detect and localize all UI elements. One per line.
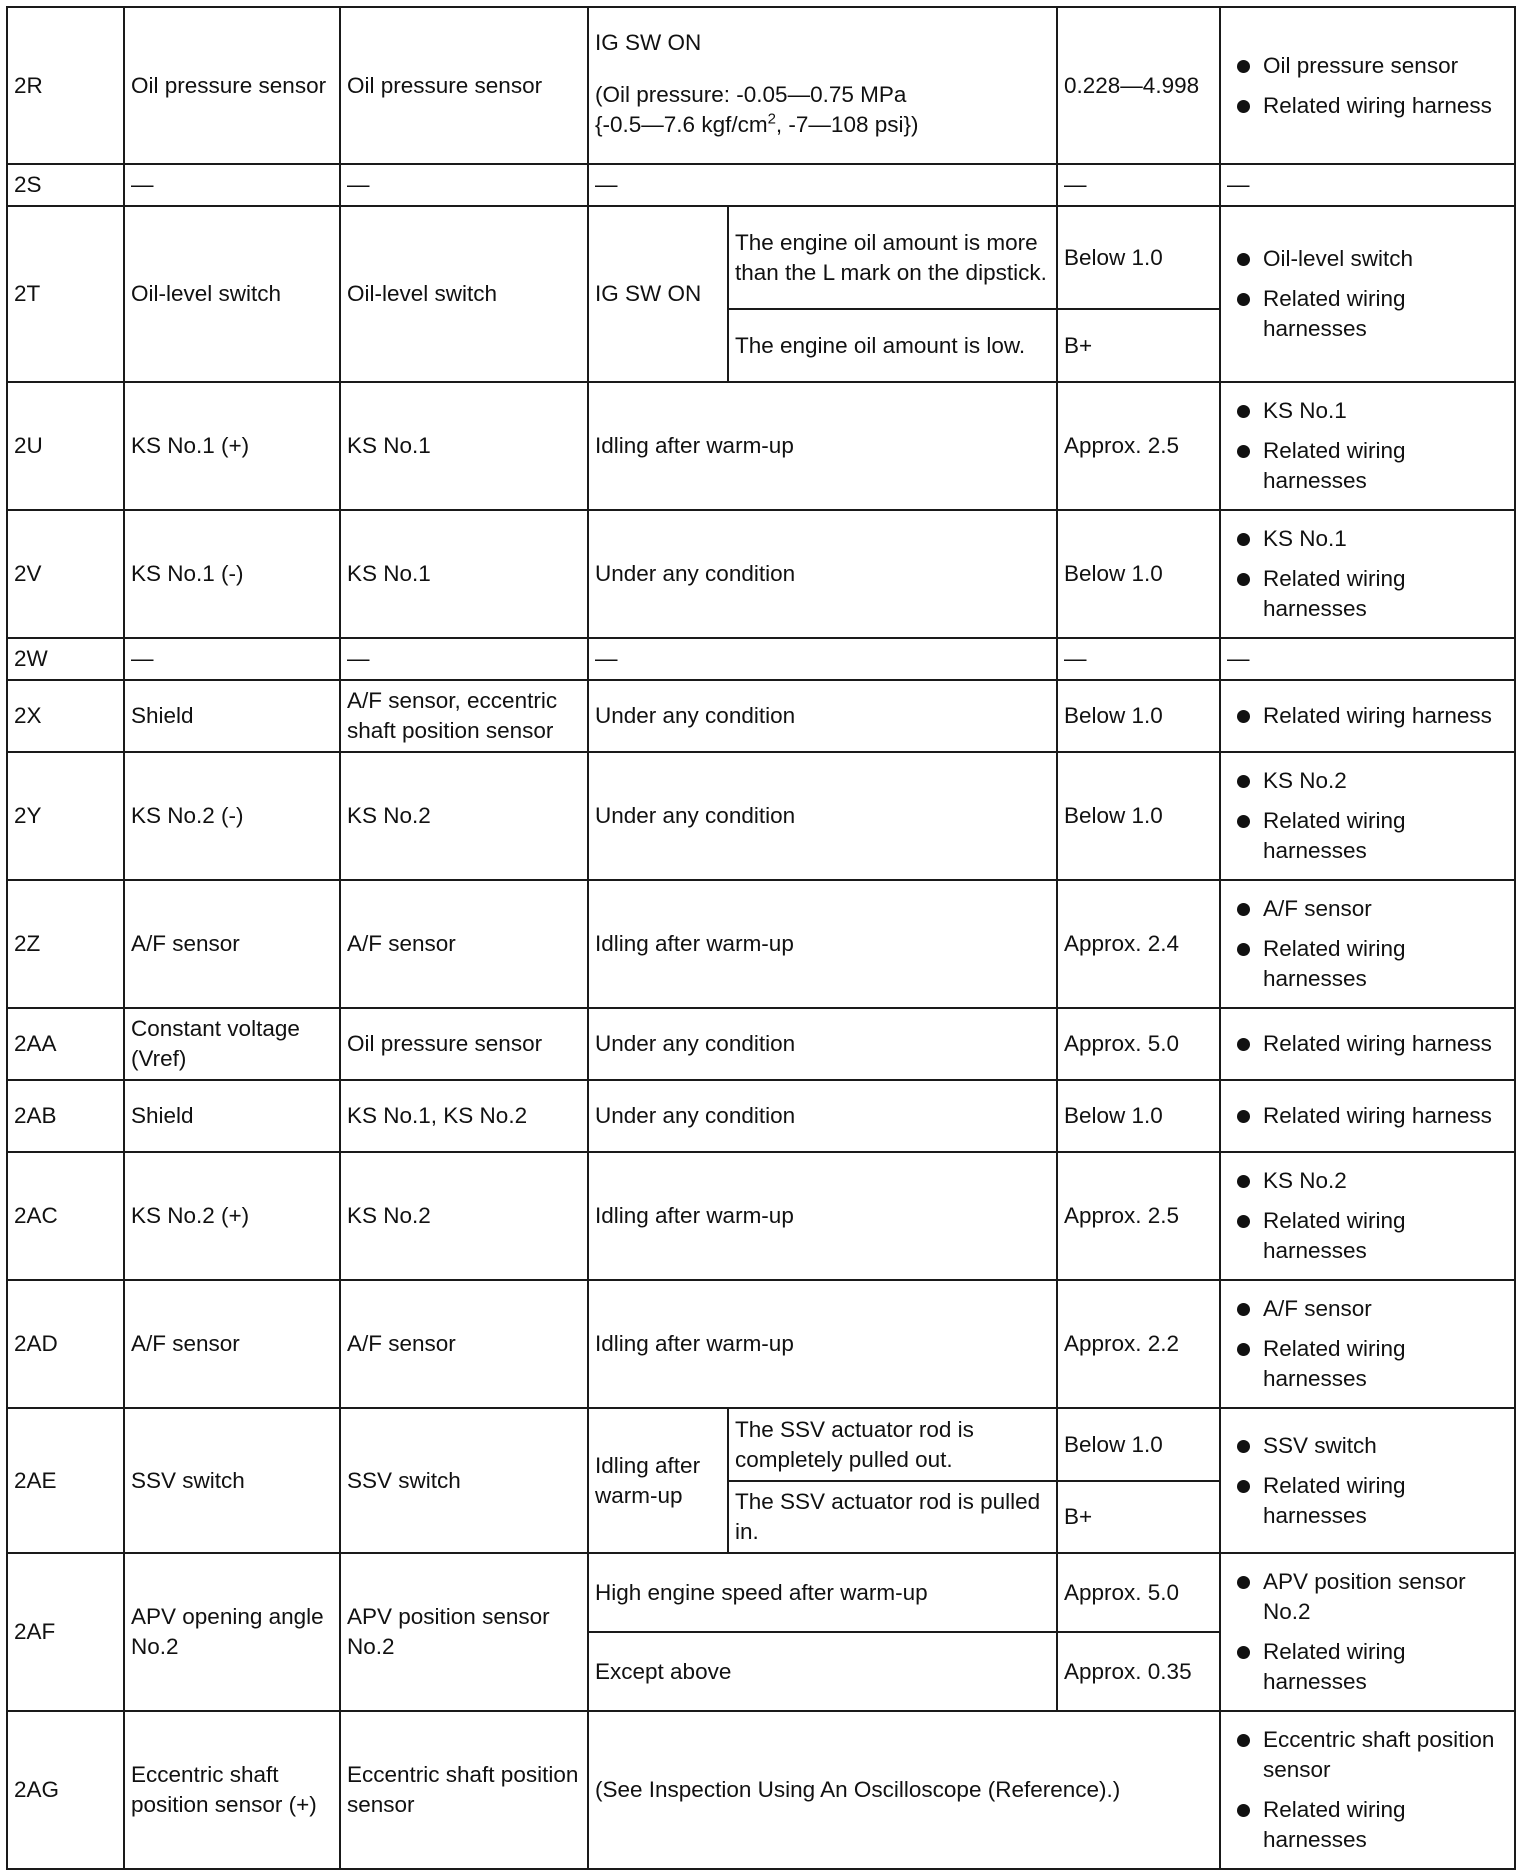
- condition-cell: Under any condition: [588, 1080, 1057, 1152]
- connected-to-cell: KS No.2: [340, 752, 588, 880]
- inspection-cell: [1220, 1080, 1515, 1152]
- connected-to-cell: KS No.2: [340, 1152, 588, 1280]
- bullet-icon: [1237, 253, 1250, 266]
- signal-cell: Shield: [124, 1080, 340, 1152]
- inspection-item: [1227, 1294, 1504, 1324]
- signal-cell: Shield: [124, 680, 340, 752]
- condition-cell: (See Inspection Using An Oscilloscope (Reference).): [588, 1711, 1220, 1869]
- table-row: [7, 752, 1515, 880]
- inspection-item-text: SSV switch: [1263, 1432, 1377, 1458]
- terminal-cell: 2X: [7, 680, 124, 752]
- inspection-item-text: Related wiring harness: [1263, 703, 1492, 728]
- inspection-cell: [1220, 7, 1515, 164]
- connected-to-cell: A/F sensor, eccentric shaft position sensor: [340, 680, 588, 752]
- inspection-item: [1227, 1567, 1504, 1627]
- voltage-cell: Below 1.0: [1057, 752, 1220, 880]
- bullet-icon: [1237, 1110, 1250, 1123]
- voltage-cell: Approx. 2.5: [1057, 1152, 1220, 1280]
- connected-to-cell: Oil-level switch: [340, 206, 588, 382]
- condition-cell: Idling after warm-up: [588, 1408, 728, 1553]
- table-row: [7, 7, 1515, 164]
- state-cell: The engine oil amount is low.: [728, 309, 1057, 382]
- connected-to-cell: —: [340, 164, 588, 206]
- bullet-icon: [1237, 710, 1250, 723]
- signal-cell: Oil pressure sensor: [124, 7, 340, 164]
- connected-to-cell: A/F sensor: [340, 1280, 588, 1408]
- inspection-item-text: Related wiring harnesses: [1263, 438, 1406, 493]
- inspection-item: [1227, 766, 1504, 796]
- voltage-cell: Below 1.0: [1057, 510, 1220, 638]
- table-row: [7, 510, 1515, 638]
- state-cell: The SSV actuator rod is completely pulled out.: [728, 1408, 1057, 1481]
- inspection-item: [1227, 524, 1504, 554]
- voltage-cell: B+: [1057, 1481, 1220, 1553]
- voltage-cell: 0.228—4.998: [1057, 7, 1220, 164]
- inspection-item-text: Related wiring harness: [1263, 92, 1492, 118]
- inspection-item: [1227, 51, 1504, 81]
- inspection-item: [1227, 1166, 1504, 1196]
- terminal-cell: 2AC: [7, 1152, 124, 1280]
- terminal-voltage-table: [6, 6, 1516, 1870]
- signal-cell: Oil-level switch: [124, 206, 340, 382]
- condition-cell: Except above: [588, 1632, 1057, 1711]
- inspection-item-text: KS No.2: [1263, 1168, 1347, 1193]
- inspection-item: [1227, 1637, 1504, 1697]
- bullet-icon: [1237, 1343, 1250, 1356]
- inspection-item: [1227, 934, 1504, 994]
- bullet-icon: [1237, 100, 1250, 113]
- signal-cell: SSV switch: [124, 1408, 340, 1553]
- voltage-cell: —: [1057, 164, 1220, 206]
- bullet-icon: [1237, 293, 1250, 306]
- condition-text: {-0.5—7.6 kgf/cm: [595, 112, 768, 137]
- condition-cell: High engine speed after warm-up: [588, 1553, 1057, 1632]
- inspection-item-text: A/F sensor: [1263, 896, 1372, 921]
- state-cell: The SSV actuator rod is pulled in.: [728, 1481, 1057, 1553]
- condition-cell: Idling after warm-up: [588, 382, 1057, 510]
- terminal-cell: 2AF: [7, 1553, 124, 1711]
- inspection-item-text: Related wiring harness: [1263, 1031, 1492, 1056]
- bullet-icon: [1237, 943, 1250, 956]
- inspection-cell: [1220, 1280, 1515, 1408]
- table-row: [7, 880, 1515, 1008]
- inspection-cell: [1220, 510, 1515, 638]
- voltage-cell: Approx. 2.4: [1057, 880, 1220, 1008]
- connected-to-cell: Oil pressure sensor: [340, 7, 588, 164]
- signal-cell: —: [124, 164, 340, 206]
- bullet-icon: [1237, 1038, 1250, 1051]
- terminal-cell: 2U: [7, 382, 124, 510]
- condition-line: [595, 110, 1050, 140]
- inspection-cell: [1220, 1553, 1515, 1711]
- voltage-cell: Approx. 5.0: [1057, 1008, 1220, 1080]
- condition-cell: —: [588, 638, 1057, 680]
- inspection-item: [1227, 396, 1504, 426]
- inspection-cell: —: [1220, 164, 1515, 206]
- table-row: [7, 1080, 1515, 1152]
- inspection-item-text: Related wiring harnesses: [1263, 808, 1406, 863]
- inspection-item: [1227, 91, 1504, 121]
- inspection-item: [1227, 1206, 1504, 1266]
- connected-to-cell: Oil pressure sensor: [340, 1008, 588, 1080]
- terminal-cell: 2AE: [7, 1408, 124, 1553]
- inspection-item-text: Related wiring harnesses: [1263, 1336, 1406, 1391]
- signal-cell: Constant voltage (Vref): [124, 1008, 340, 1080]
- inspection-cell: [1220, 752, 1515, 880]
- terminal-cell: 2V: [7, 510, 124, 638]
- condition-line: (Oil pressure: -0.05—0.75 MPa: [595, 82, 907, 107]
- condition-cell: Idling after warm-up: [588, 1280, 1057, 1408]
- terminal-voltage-table-page: [6, 6, 1514, 1868]
- connected-to-cell: Eccentric shaft position sensor: [340, 1711, 588, 1869]
- inspection-item: [1227, 1101, 1504, 1131]
- condition-cell: Under any condition: [588, 752, 1057, 880]
- terminal-cell: 2AD: [7, 1280, 124, 1408]
- condition-cell: IG SW ON: [588, 206, 728, 382]
- inspection-item-text: KS No.1: [1263, 526, 1347, 551]
- inspection-item-text: KS No.1: [1263, 398, 1347, 423]
- signal-cell: APV opening angle No.2: [124, 1553, 340, 1711]
- bullet-icon: [1237, 1646, 1250, 1659]
- bullet-icon: [1237, 1175, 1250, 1188]
- bullet-icon: [1237, 533, 1250, 546]
- condition-cell: Idling after warm-up: [588, 880, 1057, 1008]
- terminal-cell: 2Z: [7, 880, 124, 1008]
- bullet-icon: [1237, 405, 1250, 418]
- table-row: [7, 1008, 1515, 1080]
- terminal-cell: 2R: [7, 7, 124, 164]
- inspection-item-text: A/F sensor: [1263, 1296, 1372, 1321]
- connected-to-cell: APV position sensor No.2: [340, 1553, 588, 1711]
- inspection-item-text: KS No.2: [1263, 768, 1347, 793]
- voltage-cell: Approx. 2.2: [1057, 1280, 1220, 1408]
- inspection-item-text: Eccentric shaft position sensor: [1263, 1727, 1495, 1782]
- voltage-cell: Below 1.0: [1057, 680, 1220, 752]
- condition-cell: Under any condition: [588, 510, 1057, 638]
- inspection-item-text: Oil pressure sensor: [1263, 52, 1459, 78]
- signal-cell: KS No.2 (+): [124, 1152, 340, 1280]
- connected-to-cell: KS No.1: [340, 510, 588, 638]
- inspection-item: [1227, 244, 1504, 274]
- inspection-item-text: Related wiring harnesses: [1263, 566, 1406, 621]
- condition-cell: Under any condition: [588, 680, 1057, 752]
- voltage-cell: Below 1.0: [1057, 1080, 1220, 1152]
- inspection-item-text: APV position sensor No.2: [1263, 1569, 1466, 1624]
- superscript: 2: [767, 110, 776, 128]
- bullet-icon: [1237, 1215, 1250, 1228]
- terminal-cell: 2T: [7, 206, 124, 382]
- table-row: [7, 1152, 1515, 1280]
- inspection-cell: [1220, 680, 1515, 752]
- table-row: [7, 1711, 1515, 1869]
- connected-to-cell: KS No.1: [340, 382, 588, 510]
- table-row: [7, 1408, 1515, 1481]
- inspection-item-text: Related wiring harnesses: [1263, 1472, 1406, 1528]
- table-row: [7, 206, 1515, 309]
- voltage-cell: Below 1.0: [1057, 206, 1220, 309]
- terminal-cell: 2W: [7, 638, 124, 680]
- inspection-item: [1227, 806, 1504, 866]
- inspection-cell: [1220, 382, 1515, 510]
- signal-cell: A/F sensor: [124, 1280, 340, 1408]
- bullet-icon: [1237, 1576, 1250, 1589]
- inspection-item-text: Related wiring harnesses: [1263, 286, 1406, 341]
- voltage-cell: Approx. 2.5: [1057, 382, 1220, 510]
- terminal-cell: 2AB: [7, 1080, 124, 1152]
- bullet-icon: [1237, 815, 1250, 828]
- inspection-cell: [1220, 880, 1515, 1008]
- bullet-icon: [1237, 1804, 1250, 1817]
- table-row: [7, 680, 1515, 752]
- inspection-cell: —: [1220, 638, 1515, 680]
- bullet-icon: [1237, 445, 1250, 458]
- bullet-icon: [1237, 1440, 1250, 1453]
- voltage-cell: Approx. 0.35: [1057, 1632, 1220, 1711]
- bullet-icon: [1237, 1303, 1250, 1316]
- inspection-item-text: Related wiring harness: [1263, 1103, 1492, 1128]
- inspection-item-text: Related wiring harnesses: [1263, 1639, 1406, 1694]
- inspection-cell: [1220, 206, 1515, 382]
- voltage-cell: Approx. 5.0: [1057, 1553, 1220, 1632]
- bullet-icon: [1237, 775, 1250, 788]
- inspection-item: [1227, 284, 1504, 344]
- voltage-cell: —: [1057, 638, 1220, 680]
- table-row: [7, 1553, 1515, 1632]
- terminal-cell: 2Y: [7, 752, 124, 880]
- bullet-icon: [1237, 1734, 1250, 1747]
- bullet-icon: [1237, 903, 1250, 916]
- connected-to-cell: —: [340, 638, 588, 680]
- table-row: [7, 1280, 1515, 1408]
- inspection-cell: [1220, 1408, 1515, 1553]
- inspection-item: [1227, 894, 1504, 924]
- table-row: [7, 638, 1515, 680]
- condition-text: , -7—108 psi}): [775, 112, 919, 137]
- connected-to-cell: KS No.1, KS No.2: [340, 1080, 588, 1152]
- state-cell: The engine oil amount is more than the L mark on the dipstick.: [728, 206, 1057, 309]
- signal-cell: KS No.2 (-): [124, 752, 340, 880]
- inspection-item: [1227, 1334, 1504, 1394]
- condition-cell: Under any condition: [588, 1008, 1057, 1080]
- connected-to-cell: A/F sensor: [340, 880, 588, 1008]
- inspection-item: [1227, 564, 1504, 624]
- inspection-item: [1227, 436, 1504, 496]
- voltage-cell: Below 1.0: [1057, 1408, 1220, 1481]
- inspection-cell: [1220, 1711, 1515, 1869]
- signal-cell: KS No.1 (-): [124, 510, 340, 638]
- inspection-item: [1227, 1029, 1504, 1059]
- inspection-item: [1227, 1431, 1504, 1461]
- inspection-item: [1227, 701, 1504, 731]
- bullet-icon: [1237, 60, 1250, 73]
- signal-cell: A/F sensor: [124, 880, 340, 1008]
- terminal-cell: 2AG: [7, 1711, 124, 1869]
- inspection-cell: [1220, 1152, 1515, 1280]
- condition-line: IG SW ON: [595, 30, 702, 55]
- inspection-item-text: Related wiring harnesses: [1263, 1797, 1406, 1852]
- inspection-cell: [1220, 1008, 1515, 1080]
- signal-cell: KS No.1 (+): [124, 382, 340, 510]
- condition-cell: [588, 7, 1057, 164]
- signal-cell: Eccentric shaft position sensor (+): [124, 1711, 340, 1869]
- terminal-cell: 2AA: [7, 1008, 124, 1080]
- bullet-icon: [1237, 573, 1250, 586]
- table-row: [7, 382, 1515, 510]
- inspection-item: [1227, 1725, 1504, 1785]
- inspection-item: [1227, 1471, 1504, 1531]
- condition-cell: —: [588, 164, 1057, 206]
- inspection-item-text: Related wiring harnesses: [1263, 936, 1406, 991]
- inspection-item: [1227, 1795, 1504, 1855]
- terminal-cell: 2S: [7, 164, 124, 206]
- voltage-cell: B+: [1057, 309, 1220, 382]
- inspection-item-text: Oil-level switch: [1263, 246, 1414, 271]
- connected-to-cell: SSV switch: [340, 1408, 588, 1553]
- bullet-icon: [1237, 1480, 1250, 1493]
- inspection-item-text: Related wiring harnesses: [1263, 1208, 1406, 1263]
- signal-cell: —: [124, 638, 340, 680]
- table-row: [7, 164, 1515, 206]
- condition-cell: Idling after warm-up: [588, 1152, 1057, 1280]
